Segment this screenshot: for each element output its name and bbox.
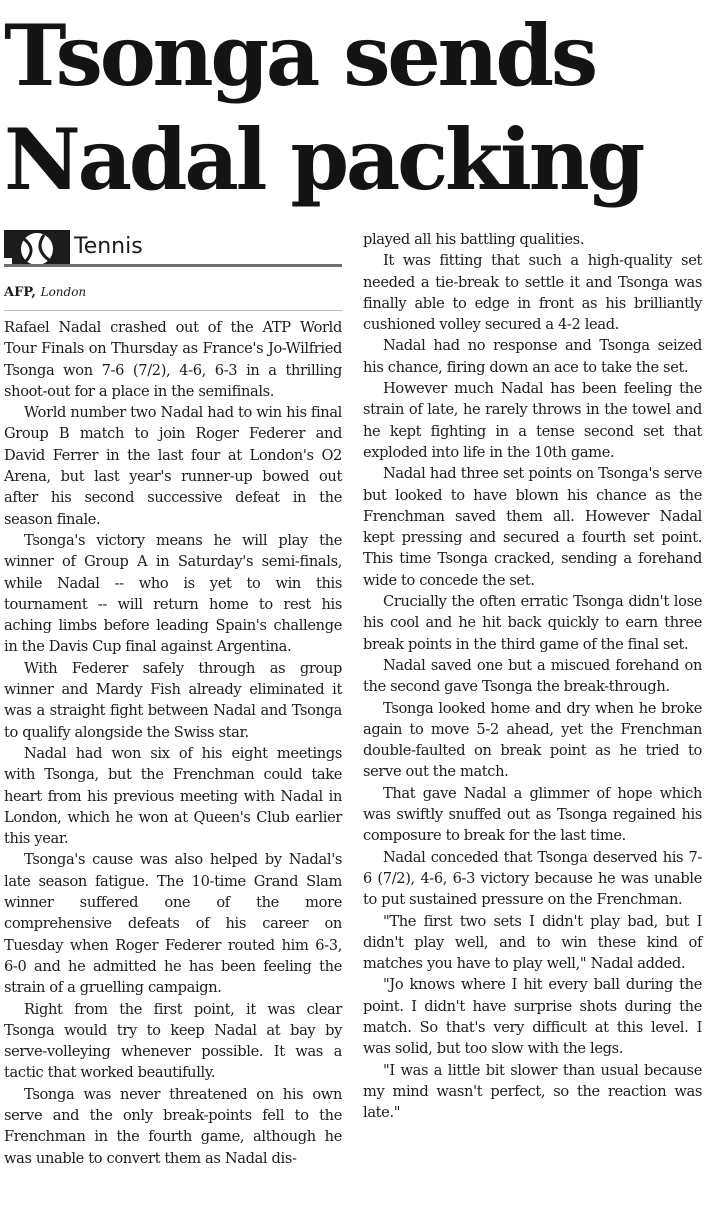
paragraph: Tsonga's victory means he will play the winner of Group A in Saturday's semi-finals, while Nadal -- who is yet to win this tournament -- will return home to rest his aching limbs before leading Spain's challenge in the Davis Cup final against Argentina. [4,531,342,656]
paragraph: "I was a little bit slower than usual because my mind wasn't perfect, so the reaction was late." [363,1061,702,1122]
paragraph: Rafael Nadal crashed out of the ATP World Tour Finals on Thursday as France's Jo-Wilfried Tsonga won 7-6 (7/2), 4-6, 6-3 in a thrilling shoot-out for a place in the semifinals. [4,319,342,400]
paragraph: Tsonga's cause was also helped by Nadal's late season fatigue. The 10-time Grand Slam winner suffered one of the more comprehensive defeats of his career on Tuesday when Roger Federer routed him 6-3, 6-0 and he admitted he has been feeling the strain of a gruelling campaign. [4,851,342,997]
section-rule [4,264,342,267]
paragraph: Nadal had no response and Tsonga seized his chance, firing down an ace to take the set. [363,337,702,376]
paragraph: Right from the first point, it was clear Tsonga would try to keep Nadal at bay by serve-volleying whenever possible. It was a tactic that worked beautifully. [4,1000,342,1082]
paragraph: Nadal had won six of his eight meetings with Tsonga, but the Frenchman could take heart from his previous meeting with Nadal in London, which he won at Queen's Club earlier this year. [4,744,342,848]
paragraph: Tsonga looked home and dry when he broke again to move 5-2 ahead, yet the Frenchman double-faulted on break point as he tried to serve out the match. [363,699,702,781]
paragraph: However much Nadal has been feeling the strain of late, he rarely throws in the towel and he kept fighting in a tense second set that exploded into life in the 10th game. [363,380,702,461]
byline-agency: AFP [4,285,32,300]
byline-separator: , [31,285,36,300]
headline [4,4,704,212]
paragraph: "The first two sets I didn't play bad, but I didn't play well, and to win these kind of matches you have to play well," Nadal added. [363,912,702,973]
paragraph: "Jo knows where I hit every ball during the point. I didn't have surprise shots during the match. So that's very difficult at this level. I was solid, but too slow with the legs. [363,976,702,1058]
paragraph: That gave Nadal a glimmer of hope which was swiftly snuffed out as Tsonga regained his composure to break for the last time. [363,784,702,845]
section-label: Tennis [74,234,143,259]
headline-line: Nadal packing [4,110,643,209]
article-column-left [4,228,342,1169]
paragraph: Nadal saved one but a miscued forehand on the second gave Tsonga the break-through. [363,656,702,696]
paragraph: played all his battling qualities. [363,231,585,248]
article-column-right [363,229,702,1123]
byline [4,274,342,311]
paragraph: Nadal conceded that Tsonga deserved his 7-6 (7/2), 4-6, 6-3 victory because he was unable to put sustained pressure on the Frenchman. [363,848,702,909]
byline-location: London [40,285,87,299]
paragraph: Tsonga was never threatened on his own serve and the only break-points fell to the Frenchman in the fourth game, although he was unable to convert them as Nadal dis- [4,1085,342,1167]
paragraph: World number two Nadal had to win his final Group B match to join Roger Federer and David Ferrer in the last four at London's O2 Arena, but last year's runner-up bowed out after his second successive defeat in the season finale. [4,404,342,528]
tennis-ball-icon [4,230,70,264]
headline-line: Tsonga sends [4,6,596,105]
paragraph: Nadal had three set points on Tsonga's serve but looked to have blown his chance as the Frenchman saved them all. However Nadal kept pressing and secured a fourth set point. This time Tsonga cracked, sending a forehand wide to concede the set. [363,465,702,589]
paragraph: It was fitting that such a high-quality set needed a tie-break to settle it and Tsonga was finally able to edge in front as his brilliantly cushioned volley secured a 4-2 lead. [363,252,702,334]
paragraph: Crucially the often erratic Tsonga didn't lose his cool and he hit back quickly to earn three break points in the third game of the final set. [363,593,702,653]
section-header [4,228,342,268]
paragraph: With Federer safely through as group winner and Mardy Fish already eliminated it was a straight fight between Nadal and Tsonga to qualify alongside the Swiss star. [4,659,342,741]
